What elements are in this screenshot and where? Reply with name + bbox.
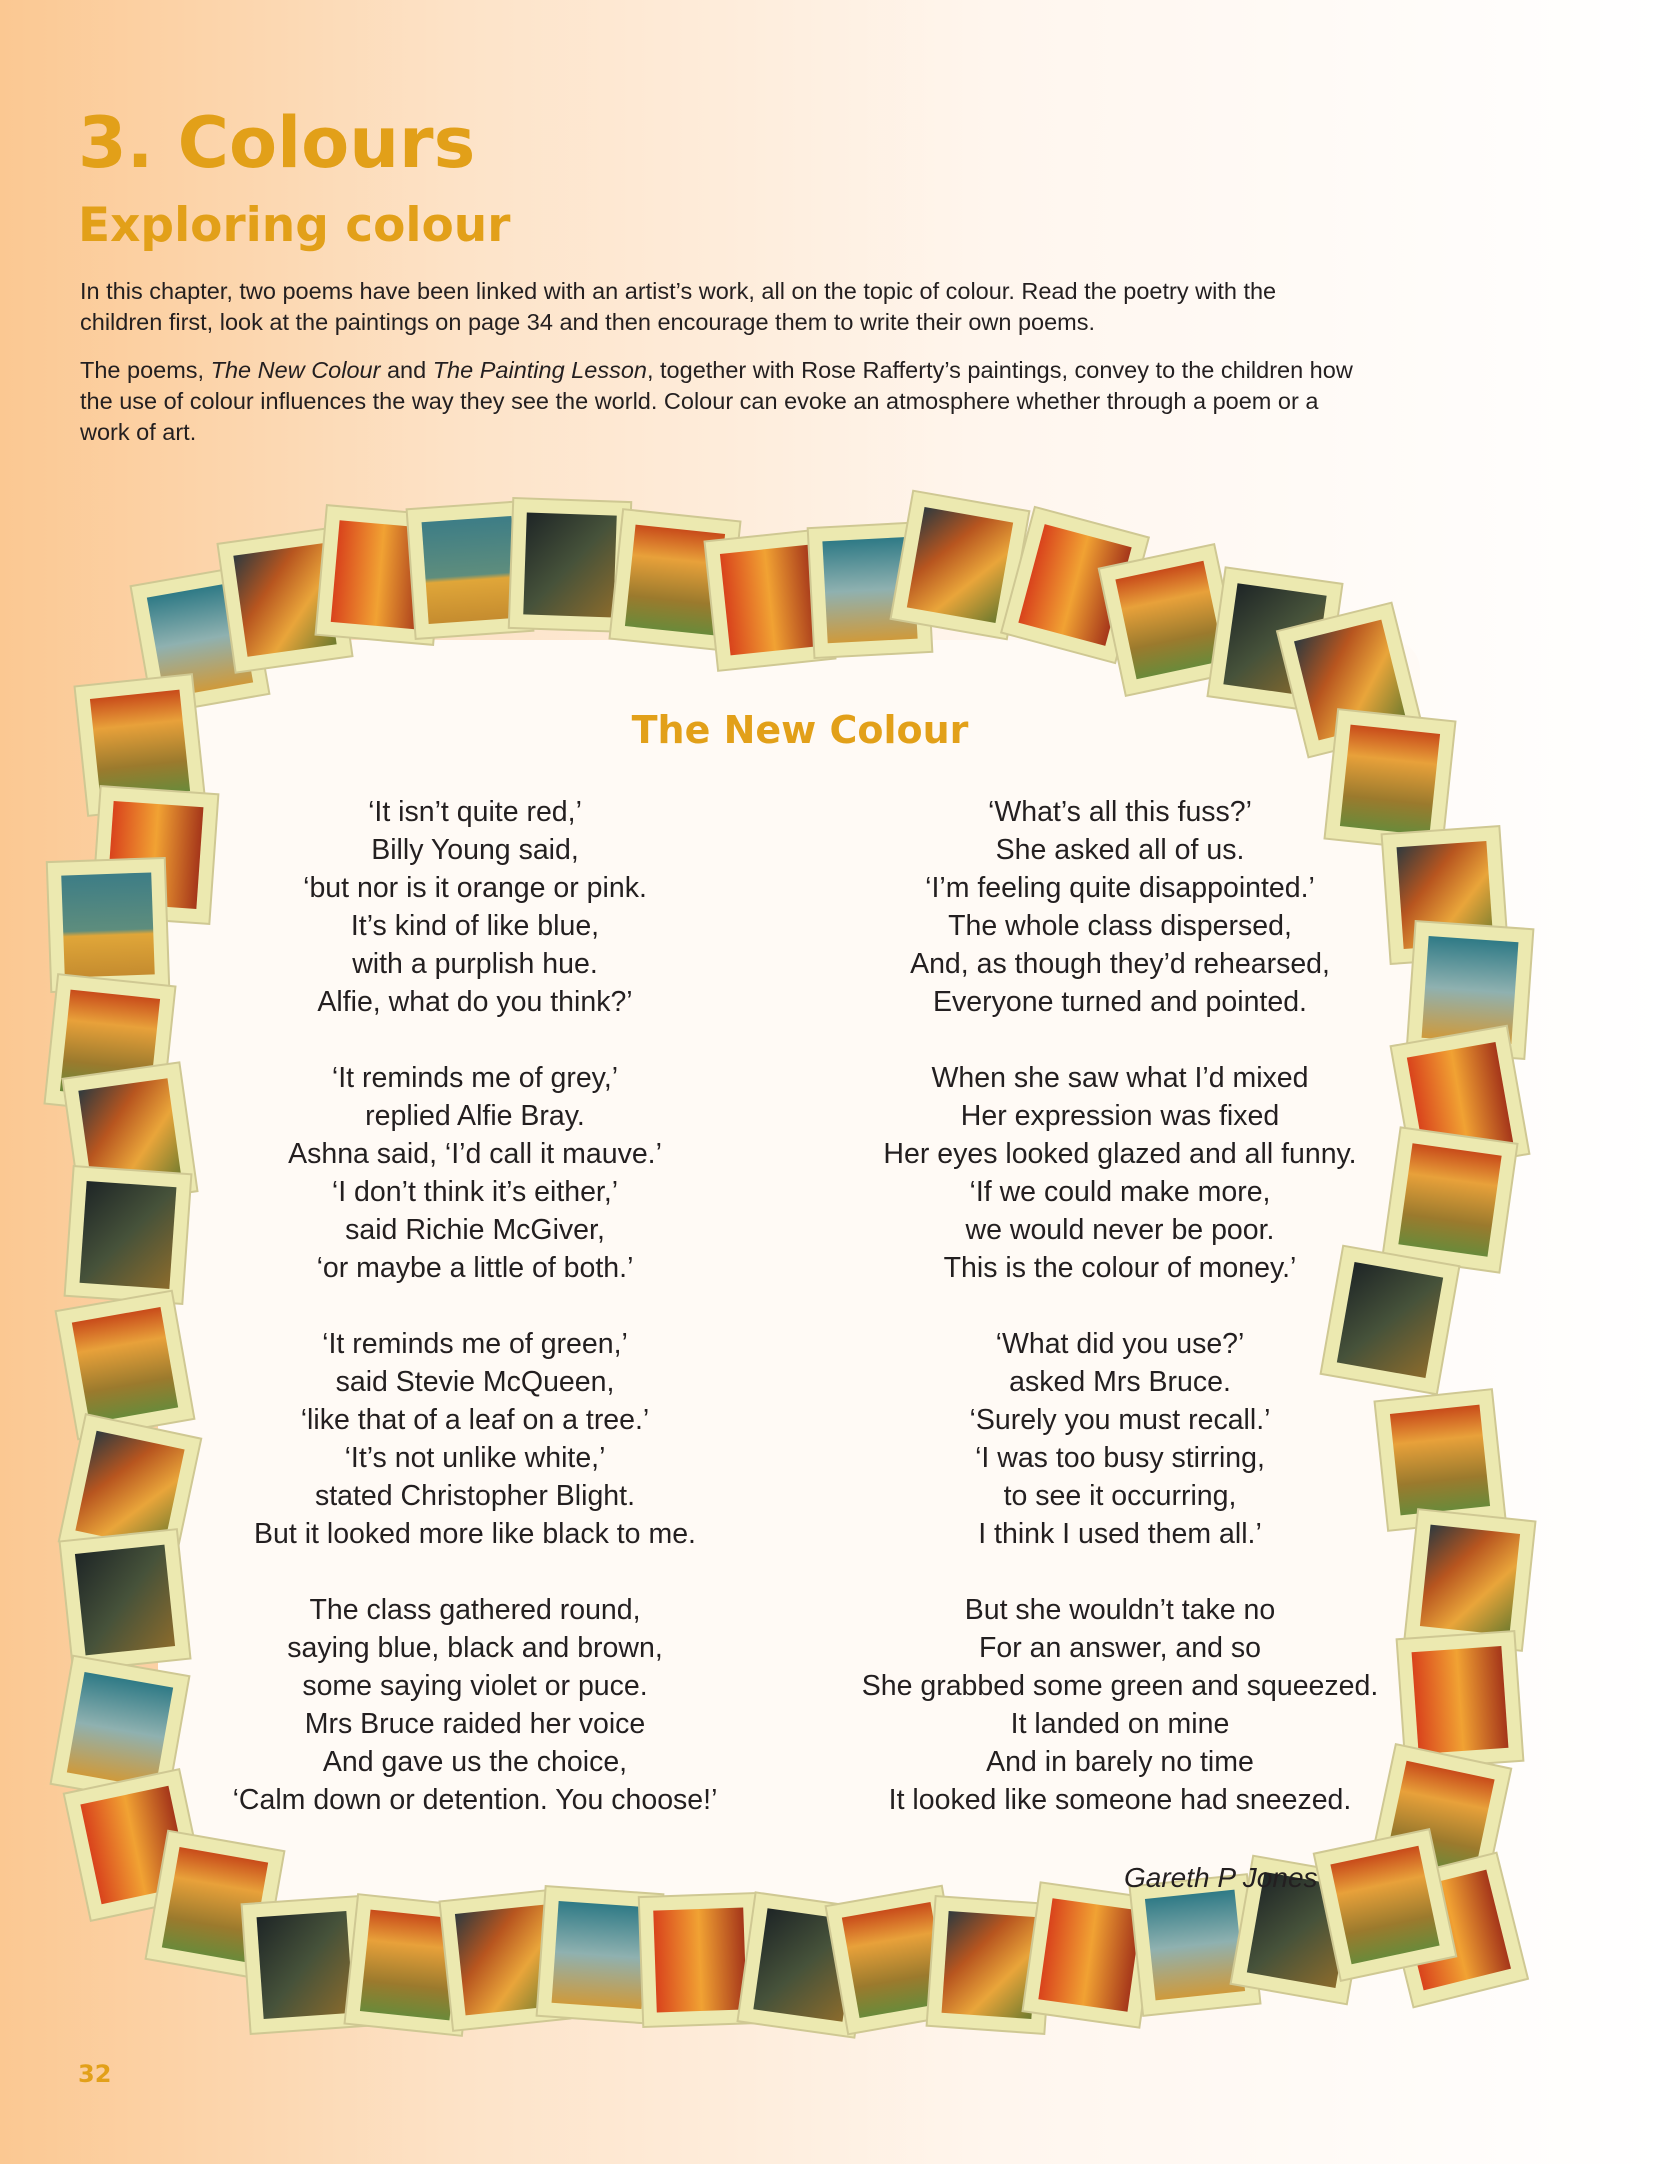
poem-line: ‘It isn’t quite red,’: [368, 796, 582, 828]
poem-line: But it looked more like black to me.: [254, 1518, 696, 1550]
poem-line: ‘like that of a leaf on a tree.’: [300, 1404, 650, 1436]
poem-stanza: [145, 1591, 805, 1819]
painting-image: [1038, 1898, 1141, 2012]
poem-line: The whole class dispersed,: [948, 910, 1292, 942]
poem-line: Alfie, what do you think?’: [317, 986, 633, 1018]
poem-line: Billy Young said,: [371, 834, 579, 866]
intro-paragraph-1: In this chapter, two poems have been linked with an artist’s work, all on the topic of colour. Read the poetry with the children first, look at the paintings on page 34 and then encourage them to write their own poems.: [80, 278, 1277, 335]
poem-stanza: [145, 1325, 805, 1553]
poem-line: Mrs Bruce raided her voice: [304, 1708, 646, 1740]
poem-stanza: [790, 1059, 1450, 1287]
section-title: Exploring colour: [78, 198, 511, 253]
painting-image: [720, 545, 820, 656]
poem-line: For an answer, and so: [979, 1632, 1261, 1664]
poem-title-reference: The New Colour: [210, 357, 381, 383]
poem-line: with a purplish hue.: [352, 948, 598, 980]
poem-stanza: [790, 1325, 1450, 1553]
poem-line: ‘It reminds me of grey,’: [331, 1062, 619, 1094]
poem-line: ‘I don’t think it’s either,’: [331, 1176, 619, 1208]
poem-line: This is the colour of money.’: [943, 1252, 1297, 1284]
poem-line: ‘but nor is it orange or pink.: [303, 872, 647, 904]
poem-column-right: [790, 793, 1450, 1857]
poem-line: Her eyes looked glazed and all funny.: [883, 1138, 1357, 1170]
painting-image: [552, 1901, 649, 2009]
poem-stanza: [145, 1059, 805, 1287]
poem-line: I think I used them all.’: [978, 1518, 1262, 1550]
intro-text-part: The poems,: [80, 357, 211, 383]
poem-column-left: [145, 793, 805, 1857]
poem-line: But she wouldn’t take no: [964, 1594, 1276, 1626]
poem-line: stated Christopher Blight.: [315, 1480, 635, 1512]
poem-line: She asked all of us.: [995, 834, 1245, 866]
poem-line: ‘I’m feeling quite disappointed.’: [925, 872, 1315, 904]
poem-line: said Stevie McQueen,: [335, 1366, 615, 1398]
poem-line: When she saw what I’d mixed: [931, 1062, 1309, 1094]
poem-stanza: [790, 1591, 1450, 1819]
poem-line: said Richie McGiver,: [345, 1214, 605, 1246]
poem-line: some saying violet or puce.: [302, 1670, 648, 1702]
poem-line: Ashna said, ‘I’d call it mauve.’: [288, 1138, 662, 1170]
poem-line: And in barely no time: [986, 1746, 1254, 1778]
poem-stanza: [145, 793, 805, 1021]
painting-image: [907, 507, 1013, 623]
poem-line: She grabbed some green and squeezed.: [861, 1670, 1379, 1702]
painting-image: [523, 512, 617, 617]
poem-line: replied Alfie Bray.: [365, 1100, 585, 1132]
intro-text-part: and: [380, 357, 433, 383]
page-number: 32: [78, 2060, 112, 2088]
poem-line: ‘It’s not unlike white,’: [344, 1442, 606, 1474]
poem-author: Gareth P Jones: [1124, 1862, 1318, 1893]
poem-line: ‘Surely you must recall.’: [969, 1404, 1271, 1436]
poem-line: saying blue, black and brown,: [287, 1632, 663, 1664]
poem-line: It’s kind of like blue,: [350, 910, 600, 942]
poem-line: we would never be poor.: [965, 1214, 1275, 1246]
poem-line: ‘What’s all this fuss?’: [988, 796, 1252, 828]
poem-line: It landed on mine: [1010, 1708, 1230, 1740]
poem-line: The class gathered round,: [309, 1594, 641, 1626]
poem-line: ‘Calm down or detention. You choose!’: [232, 1784, 718, 1816]
poem-line: to see it occurring,: [1003, 1480, 1237, 1512]
painting-image: [422, 516, 519, 624]
poem-title: The New Colour: [631, 708, 969, 752]
poem-line: ‘I was too busy stirring,: [975, 1442, 1265, 1474]
poem-stanza: [790, 793, 1450, 1021]
poem-title-reference: The Painting Lesson: [432, 357, 647, 383]
poem-line: ‘or maybe a little of both.’: [316, 1252, 634, 1284]
poem-line: And gave us the choice,: [322, 1746, 628, 1778]
intro-text-part: , together with Rose Rafferty’s paintings, convey to the children how the use of colour influences the way they see the world. Colour can evoke an atmosphere whether through a poem or a work of art.: [80, 357, 1353, 445]
painting-image: [653, 1907, 747, 2012]
painting-image: [61, 872, 155, 977]
poem-line: It looked like someone had sneezed.: [888, 1784, 1352, 1816]
poem-line: And, as though they’d rehearsed,: [910, 948, 1330, 980]
poem-line: Her expression was fixed: [960, 1100, 1280, 1132]
poem-line: Everyone turned and pointed.: [933, 986, 1307, 1018]
poem-line: ‘If we could make more,: [969, 1176, 1271, 1208]
poem-line: asked Mrs Bruce.: [1009, 1366, 1231, 1398]
painting-image: [257, 1911, 354, 2019]
chapter-title: 3. Colours: [78, 102, 476, 184]
poem-line: ‘It reminds me of green,’: [322, 1328, 628, 1360]
poem-line: ‘What did you use?’: [995, 1328, 1245, 1360]
